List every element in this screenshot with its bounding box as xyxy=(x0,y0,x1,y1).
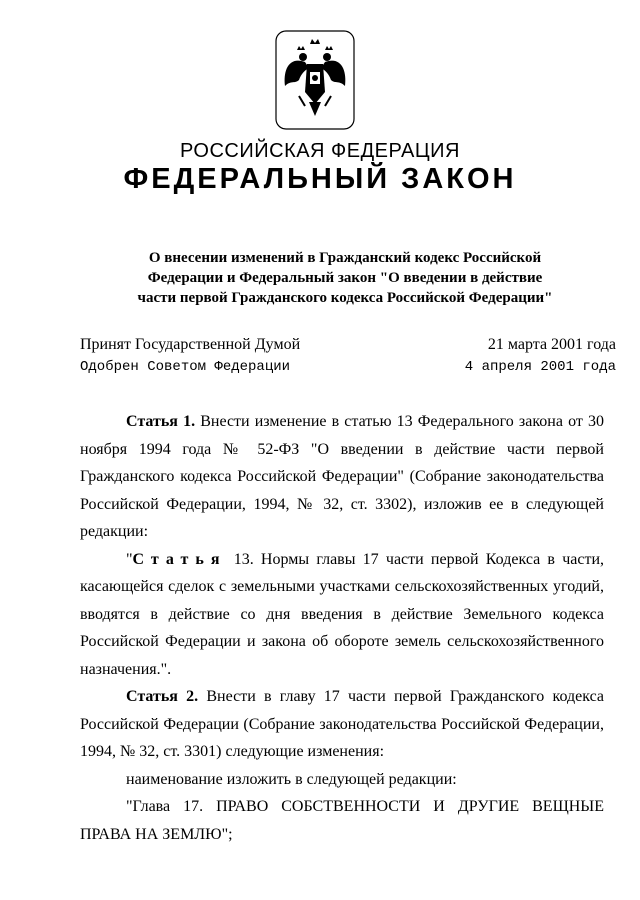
law-title-line: части первой Гражданского кодекса Российской Федерации" xyxy=(137,290,553,306)
article-13-quote xyxy=(80,546,604,684)
quoted-article-text: 13. Нормы главы 17 части первой Кодекса в части, касающейся сделок с земельными участками сельскохозяйственных угодий, вводятся в действие со дня введения в действие Земельного кодекса Российской Федерации и закона об обороте земель сельскохозяйственного назначения.". xyxy=(80,550,605,678)
adopted-label: Принят Государственной Думой xyxy=(80,336,301,353)
article-2-paragraph xyxy=(80,683,604,766)
article-2-text: Внести в главу 17 части первой Гражданского кодекса Российской Федерации (Собрание законодательства Российской Федерации, 1994, № 32, ст. 3301) следующие изменения: xyxy=(80,688,604,760)
list-item: наименование изложить в следующей редакции: xyxy=(126,770,457,788)
law-body xyxy=(80,408,604,848)
article-1-paragraph xyxy=(80,408,604,546)
article-2-label: Статья 2. xyxy=(126,688,199,705)
approval-dates xyxy=(465,334,616,378)
article-1-text: Внести изменение в статью 13 Федерального закона от 30 ноября 1994 года № 52-ФЗ "О введении в действие части первой Гражданского кодекса Российской Федерации" (Собрание законодательства Российской Федерации, 1994, № 32, ст. 3302), изложив ее в следующей редакции: xyxy=(80,413,604,540)
law-title-line: О внесении изменений в Гражданский кодекс Российской xyxy=(148,250,542,266)
adopted-date: 21 марта 2001 года xyxy=(487,336,616,353)
article-1-label: Статья 1. xyxy=(126,413,196,430)
quote-open-mark: " xyxy=(126,550,133,568)
approval-labels xyxy=(80,334,300,378)
law-title xyxy=(105,248,585,308)
country-name: РОССИЙСКАЯ ФЕДЕРАЦИЯ xyxy=(180,140,460,162)
approved-date: 4 апреля 2001 года xyxy=(464,359,616,375)
law-title-line: Федерации и Федеральный закон "О введении в действие xyxy=(147,270,543,286)
approved-label: Одобрен Советом Федерации xyxy=(80,359,291,375)
list-item: "Глава 17. ПРАВО СОБСТВЕННОСТИ И ДРУГИЕ ВЕЩНЫЕ ПРАВА НА ЗЕМЛЮ"; xyxy=(80,798,604,843)
coat-of-arms-icon xyxy=(275,30,355,130)
document-type: ФЕДЕРАЛЬНЫЙ ЗАКОН xyxy=(123,163,517,195)
quoted-article-label: Статья xyxy=(132,550,227,568)
